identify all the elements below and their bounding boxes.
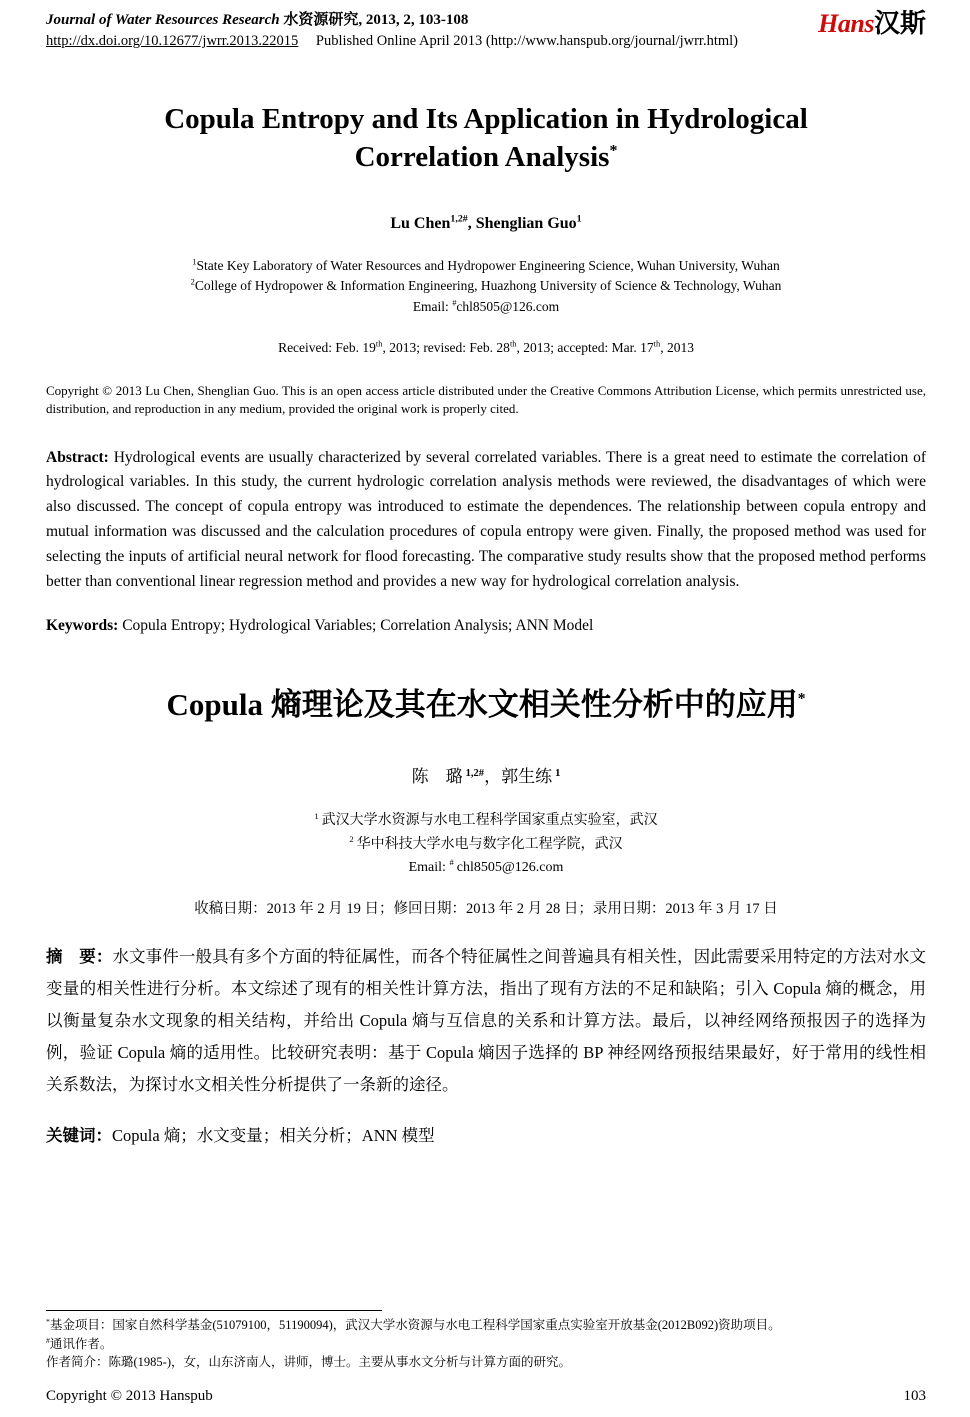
journal-title-en: Journal of Water Resources Research — [46, 12, 280, 28]
affiliations-en — [46, 256, 926, 319]
received-text: , 2013 — [660, 340, 694, 356]
email-address: chl8505@126.com — [456, 299, 560, 315]
ordinal-sup: th — [509, 339, 517, 349]
journal-header-text — [46, 10, 738, 50]
hans-logo-en: Hans — [818, 9, 874, 38]
author-separator: ， — [484, 767, 502, 787]
article-title-en — [46, 100, 926, 177]
affiliation-marker: 2 — [349, 833, 354, 844]
authors-line-en — [46, 215, 926, 233]
author-name-cn: 郭生练 — [501, 767, 553, 787]
received-dates-cn: 收稿日期：2013 年 2 月 19 日；修回日期：2013 年 2 月 28 日；录用日期：2013 年 3 月 17 日 — [194, 900, 778, 917]
abstract-cn — [46, 941, 926, 1102]
footnote-author-bio — [46, 1353, 926, 1372]
affiliation-line — [46, 276, 926, 297]
keywords-label: Keywords: — [46, 617, 119, 635]
ordinal-sup: th — [375, 339, 383, 349]
hans-logo-cn: 汉斯 — [873, 9, 926, 38]
email-marker: # — [449, 856, 454, 867]
title-footnote-marker: * — [609, 142, 618, 160]
affiliation-text: 武汉大学水资源与水电工程科学国家重点实验室，武汉 — [321, 813, 658, 829]
footnote-marker: # — [46, 1335, 50, 1345]
footer-copyright: Copyright © 2013 Hanspub — [46, 1388, 213, 1404]
email-label: Email: — [412, 299, 453, 315]
journal-header — [46, 10, 926, 50]
author-name-cn: 陈 璐 — [411, 767, 463, 787]
keywords-text-cn: Copula 熵；水文变量；相关分析；ANN 模型 — [112, 1125, 435, 1145]
keywords-cn — [46, 1122, 926, 1146]
author-separator: , — [467, 214, 476, 232]
author-affil-marker: 1,2# — [465, 767, 485, 779]
license-notice: Copyright © 2013 Lu Chen, Shenglian Guo. This is an open access article distributed under the Creative Commons Attribution License, which permits unrestricted use, distribution, and reproduction in any medium, provided the original work is properly cited. — [46, 383, 926, 417]
author-affil-marker: 1 — [555, 767, 561, 779]
article-title-cn-text: Copula 熵理论及其在水文相关性分析中的应用 — [166, 687, 798, 723]
journal-title-line — [46, 10, 738, 31]
author-affil-marker: 1 — [576, 213, 582, 225]
keywords-text: Copula Entropy; Hydrological Variables; Correlation Analysis; ANN Model — [118, 617, 594, 635]
author-name: Lu Chen — [390, 214, 451, 232]
footnote-text: 通讯作者。 — [49, 1336, 113, 1351]
received-text: , 2013; accepted: Mar. 17 — [516, 340, 654, 356]
footnote-marker: * — [46, 1316, 50, 1326]
email-line — [46, 297, 926, 318]
article-title-cn — [46, 679, 926, 724]
received-dates-en — [46, 340, 926, 356]
article-title-line1: Copula Entropy and Its Application in Hydrological — [164, 103, 808, 135]
affiliation-text: College of Hydropower & Information Engineering, Huazhong University of Science & Technology, Wuhan — [194, 278, 782, 294]
affiliation-marker: 1 — [314, 810, 319, 821]
abstract-text: Hydrological events are usually characterized by several correlated variables. There is a great need to estimate the correlation of hydrological variables. In this study, the current hydrologic correlation analysis methods were reviewed, the disadvantages of which were also discussed. The concept of copula entropy was introduced to estimate the dependences. The relationship between copula entropy and mutual information was discussed and the calculation procedures of copula entropy were given. Finally, the proposed method was used for selecting the inputs of artificial neural network for flood forecasting. The comparative study results show that the proposed method performs better than conventional linear regression method and provides a new way for hydrological correlation analysis. — [46, 448, 926, 590]
footnotes — [46, 1310, 926, 1372]
author-name: Shenglian Guo — [475, 214, 577, 232]
doi-line — [46, 33, 738, 50]
title-footnote-marker-cn: * — [797, 691, 806, 709]
journal-title-cn: 水资源研究, 2013, 2, 103-108 — [283, 12, 469, 28]
abstract-label-cn: 摘 要： — [46, 946, 113, 966]
affiliation-marker: 1 — [192, 257, 197, 267]
author-affil-marker: 1,2# — [450, 213, 468, 225]
page-number: 103 — [903, 1388, 926, 1404]
footnote-corresponding-author — [46, 1335, 926, 1354]
footnote-text: 作者简介：陈璐(1985-)，女，山东济南人，讲师，博士。主要从事水文分析与计算方面的研究。 — [46, 1355, 571, 1370]
page-footer — [46, 1388, 926, 1407]
abstract-text-cn: 水文事件一般具有多个方面的特征属性，而各个特征属性之间普遍具有相关性，因此需要采用特定的方法对水文变量的相关性进行分析。本文综述了现有的相关性计算方法，指出了现有方法的不足和缺陷；引入 Copula 熵的概念，用以衡量复杂水文现象的相关结构，并给出 Copula 熵与互信息的关系和计算方法。最后，以神经网络预报因子的选择为例，验证 Copula 熵的适用性。比较研究表明：基于 Copula 熵因子选择的 BP 神经网络预报结果最好，好于常用的线性相关系数法，为探讨水文相关性分析提供了一条新的途径。 — [46, 946, 927, 1095]
keywords-label-cn: 关键词： — [46, 1125, 112, 1145]
footnote-funding — [46, 1316, 926, 1335]
authors-line-cn — [46, 762, 926, 787]
affiliations-cn — [46, 809, 926, 878]
email-marker: # — [452, 298, 457, 308]
email-address: chl8505@126.com — [456, 859, 564, 875]
footnote-text: 基金项目：国家自然科学基金(51079100，51190094)，武汉大学水资源与水电工程科学国家重点实验室开放基金(2012B092)资助项目。 — [49, 1317, 781, 1332]
affiliation-line — [46, 256, 926, 277]
affiliation-marker: 2 — [190, 277, 195, 287]
ordinal-sup: th — [653, 339, 661, 349]
hans-publisher-logo — [818, 11, 926, 37]
footnote-divider — [46, 1310, 382, 1311]
abstract-en — [46, 446, 926, 595]
keywords-en — [46, 617, 926, 635]
received-text: , 2013; revised: Feb. 28 — [382, 340, 510, 356]
affiliation-text: 华中科技大学水电与数字化工程学院，武汉 — [356, 836, 623, 852]
affiliation-line — [46, 809, 926, 832]
email-line — [46, 856, 926, 879]
affiliation-line — [46, 833, 926, 856]
received-text: Received: Feb. 19 — [278, 340, 376, 356]
doi-link[interactable]: http://dx.doi.org/10.12677/jwrr.2013.22015 — [46, 33, 299, 49]
published-online-text: Published Online April 2013 (http://www.hanspub.org/journal/jwrr.html) — [315, 33, 738, 49]
abstract-label: Abstract: — [46, 448, 109, 466]
article-title-line2: Correlation Analysis — [354, 141, 610, 174]
affiliation-text: State Key Laboratory of Water Resources and Hydropower Engineering Science, Wuhan University, Wuhan — [196, 257, 780, 273]
email-label: Email: — [408, 859, 450, 875]
